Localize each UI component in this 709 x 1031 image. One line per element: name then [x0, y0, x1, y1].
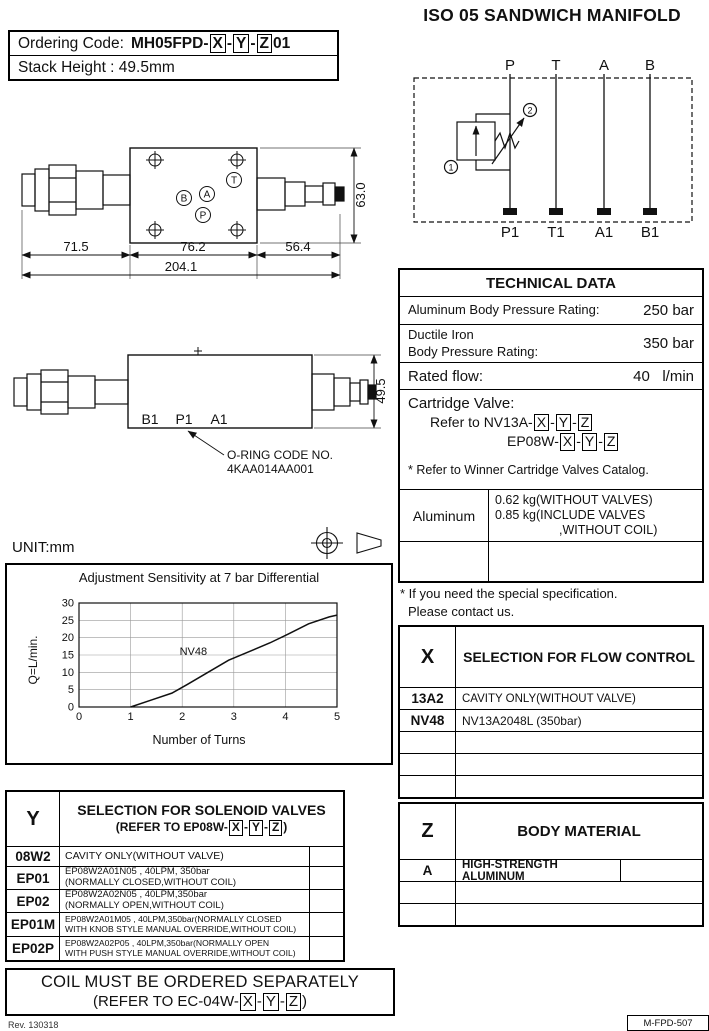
cartridge-ref-ep08w: EP08W- X - Y - Z	[507, 433, 619, 450]
left-cartridge-fitting-side	[14, 370, 128, 414]
stack-height-box	[8, 55, 339, 81]
hydraulic-schematic	[402, 50, 704, 242]
table-x-header-label: SELECTION FOR FLOW CONTROL	[455, 627, 702, 687]
table-y-header-line2-suffix: )	[283, 820, 288, 835]
table-y-desc-ep01	[59, 867, 309, 889]
body-material-table	[398, 802, 704, 927]
dimension-lines-side-view	[188, 355, 374, 455]
coil-ref-suffix: )	[302, 992, 308, 1010]
oring-label: O-RING CODE NO.	[227, 448, 334, 462]
port-p-label: P	[199, 210, 207, 222]
dim-204-1: 204.1	[164, 259, 198, 274]
table-row	[7, 912, 343, 936]
desc-line1: EP08W2A01M05 , 40LPM,350bar(NORMALLY CLOSED	[65, 913, 282, 924]
desc-line2: WITH PUSH STYLE MANUAL OVERRIDE,WITHOUT COIL)	[65, 947, 296, 958]
ordering-code-box	[8, 30, 339, 57]
port-label-t1: T1	[547, 224, 565, 241]
weight-material: Aluminum	[412, 507, 476, 524]
coil-note-box	[5, 968, 395, 1016]
desc-line1: EP08W2A02N05 , 40LPM,350bar	[65, 890, 208, 901]
document-number-cell	[627, 1015, 709, 1031]
technical-data-table	[398, 268, 704, 583]
table-row	[400, 687, 702, 709]
oring-code: 4KAA014AA001	[227, 462, 314, 476]
table-y-header-line1: SELECTION FOR SOLENOID VALVES	[77, 802, 326, 819]
dim-76-2: 76.2	[180, 239, 206, 254]
ordering-code-x: X	[210, 34, 226, 53]
svg-text:0: 0	[67, 701, 74, 714]
coil-ref-z: Z	[286, 993, 301, 1012]
dimension-labels-top-view	[63, 182, 368, 274]
svg-text:30: 30	[61, 597, 74, 610]
aluminum-rating-value: 250 bar	[643, 302, 694, 319]
table-z-header-code: Z	[421, 820, 434, 842]
weight-empty-right	[488, 542, 702, 581]
coil-ref-x: X	[240, 993, 256, 1012]
table-y-tail-cell	[309, 847, 343, 866]
port-b-label: B	[180, 193, 188, 205]
table-z-code-a: A	[422, 863, 433, 878]
ductile-rating-row	[400, 325, 702, 362]
mounting-hole-icons	[146, 151, 246, 239]
table-x-header-code: X	[420, 645, 435, 668]
svg-text:4: 4	[282, 711, 289, 723]
table-y-code-ep01m: EP01M	[10, 917, 56, 932]
callout-2: 2	[527, 105, 533, 116]
top-view-drawing	[8, 88, 393, 318]
crosshair-target-icon	[311, 527, 343, 559]
cartridge-ref-nv13a: Refer to NV13A- X - Y - Z	[430, 414, 593, 431]
cartridge-ref2-x: X	[560, 433, 575, 450]
table-y-header-code: Y	[26, 807, 40, 830]
port-label-p1: P1	[500, 224, 520, 241]
table-z-desc-a: HIGH-STRENGTH ALUMINUM	[455, 860, 620, 881]
table-row-empty	[400, 753, 702, 775]
table-y-header-line2-prefix: (REFER TO EP08W-	[115, 820, 228, 835]
pressure-valve-symbol	[445, 104, 537, 174]
weight-line2: 0.85 kg(INCLUDE VALVES	[495, 508, 646, 523]
coil-note-line2: (REFER TO EC-04W- X - Y - Z )	[92, 992, 308, 1010]
table-y-code-ep01: EP01	[16, 870, 50, 886]
cartridge-ref2-prefix: EP08W-	[507, 433, 559, 450]
table-row	[7, 936, 343, 960]
special-note-line2: Please contact us.	[408, 603, 515, 619]
table-y-header-x: X	[229, 820, 243, 835]
cartridge-ref2-y: Y	[582, 433, 597, 450]
technical-data-title: TECHNICAL DATA	[486, 274, 616, 292]
ductile-rating-value: 350 bar	[643, 335, 694, 352]
cartridge-note: * Refer to Winner Cartridge Valves Catalog.	[408, 462, 649, 477]
svg-text:25: 25	[61, 614, 74, 627]
table-x-desc-nv48: NV13A2048L (350bar)	[455, 710, 702, 731]
coil-note-line1: COIL MUST BE ORDERED SEPARATELY	[41, 972, 359, 991]
dim-71-5: 71.5	[63, 239, 89, 254]
weight-values	[488, 490, 702, 541]
weight-line3: ,WITHOUT COIL)	[559, 522, 658, 537]
table-y-code-ep02: EP02	[16, 893, 50, 909]
coil-ref-prefix: (REFER TO EC-04W-	[92, 992, 239, 1010]
port-label-a1: A1	[594, 224, 614, 241]
chart-plot-area	[7, 587, 391, 737]
dim-56-4: 56.4	[285, 239, 311, 254]
cartridge-ref2-z: Z	[604, 433, 619, 450]
svg-text:0: 0	[75, 711, 83, 723]
svg-text:5: 5	[333, 711, 341, 723]
rated-flow-value	[633, 368, 694, 385]
table-row-empty	[400, 903, 702, 925]
svg-text:15: 15	[61, 649, 74, 662]
special-note	[400, 585, 618, 620]
table-y-code-ep02p: EP02P	[11, 941, 55, 956]
page-title: ISO 05 SANDWICH MANIFOLD	[423, 5, 681, 25]
chart-xlabel: Number of Turns	[152, 733, 246, 747]
ordering-code-y: Y	[233, 34, 249, 53]
table-row-empty	[400, 731, 702, 753]
ordering-code-z: Z	[257, 34, 272, 53]
svg-text:3: 3	[230, 711, 237, 723]
table-y-tail-cell	[309, 937, 343, 960]
table-y-tail-cell	[309, 890, 343, 912]
weight-line1: 0.62 kg(WITHOUT VALVES)	[495, 493, 653, 508]
svg-text:20: 20	[61, 632, 74, 645]
schematic-top-port-labels	[505, 57, 655, 74]
cartridge-ref1-prefix: Refer to NV13A-	[430, 414, 533, 430]
table-y-desc-ep02p	[59, 937, 309, 960]
cartridge-ref1-y: Y	[556, 414, 571, 431]
svg-text:2: 2	[179, 711, 186, 723]
cartridge-valve-cell	[400, 390, 702, 489]
port-t-label: T	[230, 175, 238, 187]
table-x-desc-13a2: CAVITY ONLY(WITHOUT VALVE)	[455, 688, 702, 709]
table-row	[7, 889, 343, 912]
cartridge-valve-title: Cartridge Valve:	[408, 395, 515, 412]
chart-ylabel: Q=L/min.	[26, 635, 40, 685]
svg-text:1: 1	[127, 711, 134, 723]
rated-flow-unit: l/min	[662, 367, 694, 385]
port-circle-labels	[181, 176, 237, 222]
table-y-desc-ep02	[59, 890, 309, 912]
special-note-line1: * If you need the special specification.	[400, 586, 618, 601]
stack-height-label: Stack Height : 49.5mm	[18, 58, 175, 76]
callout-1: 1	[448, 162, 454, 173]
ordering-code-prefix: MH05FPD-	[130, 34, 209, 52]
side-port-labels	[141, 411, 227, 427]
table-y-code-08w2: 08W2	[15, 849, 51, 864]
schematic-flow-lines	[510, 74, 650, 208]
flow-control-table	[398, 625, 704, 799]
table-y-header-line2: (REFER TO EP08W- X - Y - Z )	[115, 820, 288, 835]
aluminum-rating-row	[400, 297, 702, 324]
table-y-tail-cell	[309, 867, 343, 889]
desc-line1: EP08W2A02P05 , 40LPM,350bar(NORMALLY OPEN	[65, 937, 270, 948]
desc-line1: CAVITY ONLY(WITHOUT VALVE)	[65, 849, 224, 862]
table-z-tail-cell	[620, 860, 702, 881]
table-y-header-label	[59, 792, 343, 846]
ordering-code-label: Ordering Code:	[18, 34, 124, 52]
port-a-label: A	[203, 189, 211, 201]
center-mark-icon	[194, 347, 202, 355]
side-view-drawing	[8, 338, 398, 490]
port-label-b: B	[644, 57, 656, 74]
chart-title: Adjustment Sensitivity at 7 bar Differential	[78, 570, 320, 585]
revision-label: Rev. 130318	[8, 1020, 59, 1030]
aluminum-rating-label: Aluminum Body Pressure Rating:	[408, 302, 600, 318]
table-z-header-label: BODY MATERIAL	[455, 804, 702, 859]
table-row-empty	[400, 775, 702, 797]
port-label-b1: B1	[640, 224, 660, 241]
document-number: M-FPD-507	[643, 1017, 693, 1029]
port-label-a: A	[598, 57, 610, 74]
desc-line2: WITH KNOB STYLE MANUAL OVERRIDE,WITHOUT COIL)	[65, 923, 297, 934]
dimension-lines-top-view	[22, 148, 354, 275]
dim-63-0: 63.0	[353, 182, 368, 208]
table-y-header-y: Y	[249, 820, 263, 835]
table-y-desc-08w2	[59, 847, 309, 866]
ductile-label-line1: Ductile Iron	[408, 327, 474, 343]
dim-49-5: 49.5	[373, 378, 388, 404]
ductile-label-line2: Body Pressure Rating:	[408, 343, 539, 359]
cartridge-ref1-x: X	[534, 414, 549, 431]
desc-line2: (NORMALLY CLOSED,WITHOUT COIL)	[65, 877, 237, 888]
right-adjuster-fitting-side	[312, 374, 376, 410]
table-row	[400, 859, 702, 881]
port-label-t: T	[551, 57, 561, 74]
schematic-bottom-port-labels	[501, 224, 659, 241]
rated-flow-number: 40	[633, 367, 650, 385]
desc-line2: (NORMALLY OPEN,WITHOUT COIL)	[65, 900, 224, 911]
unit-label: UNIT:mm	[12, 539, 75, 556]
schematic-port-blocks	[503, 208, 657, 215]
right-adjuster-fitting	[257, 178, 344, 210]
svg-text:10: 10	[61, 666, 74, 679]
port-b1-label: B1	[141, 411, 159, 427]
sensitivity-chart	[5, 563, 393, 765]
table-row	[7, 846, 343, 866]
ordering-code-suffix: 01	[273, 34, 291, 52]
table-x-code-nv48: NV48	[410, 713, 445, 728]
projection-cone-icon	[357, 533, 381, 553]
table-x-code-13a2: 13A2	[411, 691, 444, 706]
table-row	[7, 866, 343, 889]
port-a1-label: A1	[210, 411, 228, 427]
weight-empty-left	[400, 542, 488, 581]
svg-text:5: 5	[67, 684, 74, 697]
table-row-empty	[400, 881, 702, 903]
desc-line1: EP08W2A01N05 , 40LPM, 350bar	[65, 867, 210, 878]
projection-symbols	[303, 524, 389, 562]
cartridge-ref1-z: Z	[578, 414, 593, 431]
left-cartridge-fitting	[22, 165, 130, 215]
ordering-code-value: MH05FPD- X - Y - Z 01	[130, 34, 291, 52]
ductile-rating-label	[408, 327, 538, 360]
table-y-tail-cell	[309, 913, 343, 936]
table-y-desc-ep01m	[59, 913, 309, 936]
rated-flow-label: Rated flow:	[408, 367, 484, 385]
rated-flow-row	[400, 363, 702, 389]
solenoid-valve-table	[5, 790, 345, 962]
table-row	[400, 709, 702, 731]
series-label: NV48	[179, 646, 208, 658]
port-label-p: P	[504, 57, 516, 74]
coil-ref-y: Y	[263, 993, 279, 1012]
table-y-header-z: Z	[269, 820, 282, 835]
port-p1-label: P1	[175, 411, 193, 427]
